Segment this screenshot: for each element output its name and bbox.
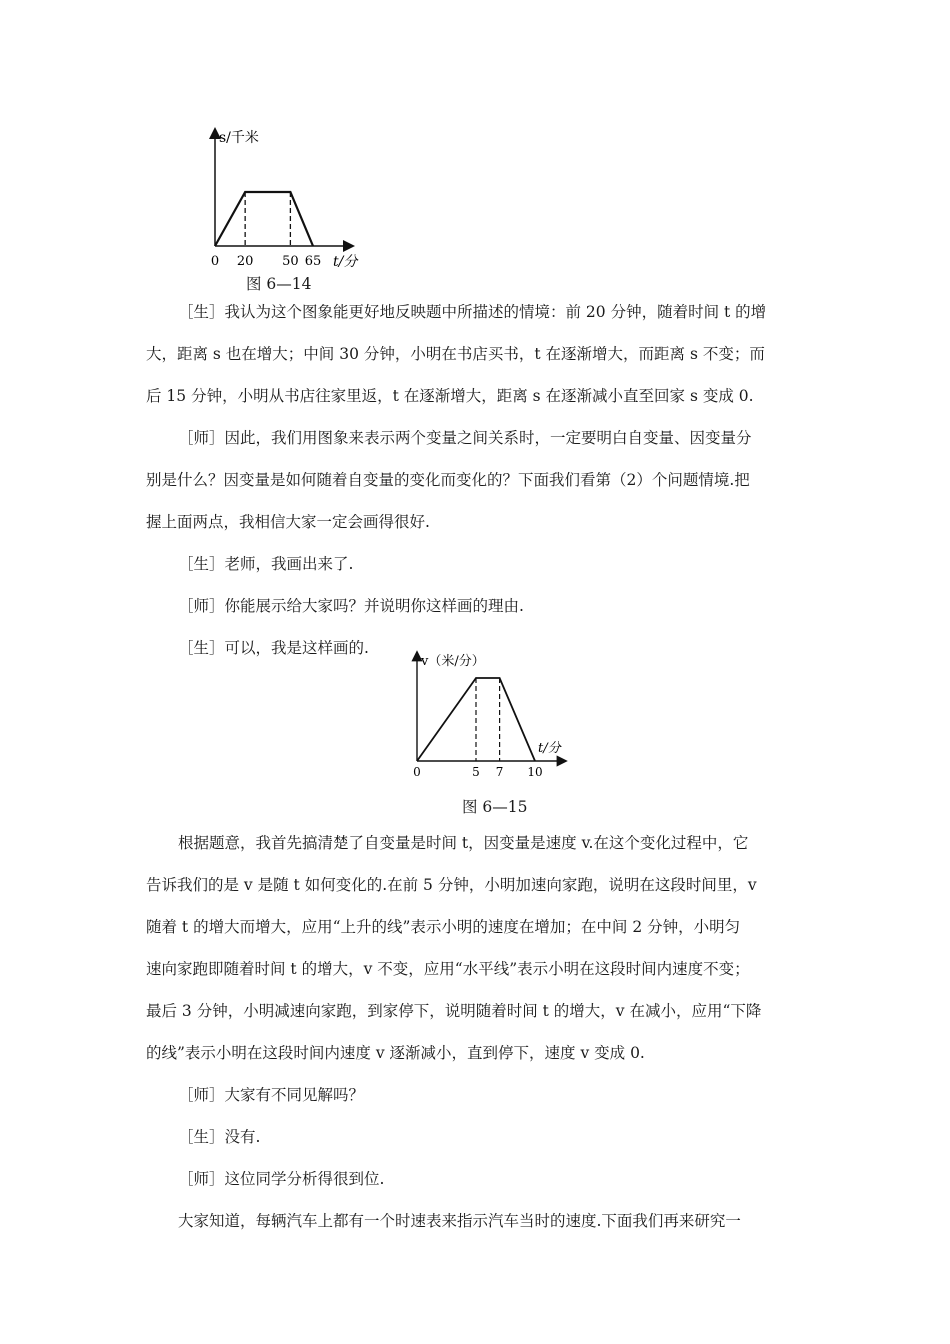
para2-line3: 握上面两点，我相信大家一定会画得很好. [146,513,430,531]
para2-line2: 别是什么？因变量是如何随着自变量的变化而变化的？下面我们看第（2）个问题情境.把 [146,471,750,489]
series-line [215,192,313,246]
para1-line3: 后 15 分钟，小明从书店往家里返，t 在逐渐增大，距离 s 在逐渐减小直至回家 s 变成 0. [146,387,754,405]
dialog-line-e: ［生］没有. [178,1128,261,1146]
figure-6-14-caption: 图 6—14 [246,275,312,293]
dialog-line-a: ［生］老师，我画出来了. [178,555,354,573]
para3-line4: 速向家跑即随着时间 t 的增大，v 不变，应用“水平线”表示小明在这段时间内速度不变； [146,960,750,978]
tick-label-50: 50 [282,254,299,269]
tick-label-5: 5 [472,765,480,779]
tick-label-0: 0 [413,765,421,779]
para2-line1: ［师］因此，我们用图象来表示两个变量之间关系时，一定要明白自变量、因变量分 [178,429,752,447]
para3-line6: 的线”表示小明在这段时间内速度 v 逐渐减小，直到停下，速度 v 变成 0. [146,1044,645,1062]
para3-line3: 随着 t 的增大而增大，应用“上升的线”表示小明的速度在增加；在中间 2 分钟，小明匀 [146,918,741,936]
para3-line5: 最后 3 分钟，小明减速向家跑，到家停下，说明随着时间 t 的增大，v 在减小，应用“下降 [146,1002,762,1020]
figure-6-15 [395,645,585,785]
para3-line2: 告诉我们的是 v 是随 t 如何变化的.在前 5 分钟，小明加速向家跑，说明在这段时间里，v [146,876,757,894]
figure-6-15-caption: 图 6—15 [462,798,528,816]
dialog-line-d: ［师］大家有不同见解吗？ [178,1086,365,1104]
y-axis-label: s/千米 [219,130,259,146]
x-axis-label: t/分 [333,254,358,270]
dialog-line-f: ［师］这位同学分析得很到位. [178,1170,385,1188]
dialog-line-b: ［师］你能展示给大家吗？并说明你这样画的理由. [178,597,524,615]
para1-line1: ［生］我认为这个图象能更好地反映题中所描述的情境：前 20 分钟，随着时间 t 的增 [178,303,767,321]
closing-line: 大家知道，每辆汽车上都有一个时速表来指示汽车当时的速度.下面我们再来研究一 [178,1212,741,1230]
tick-label-20: 20 [236,254,254,269]
tick-label-65: 65 [304,254,322,269]
y-axis-label: v（米/分） [421,654,485,669]
para3-line1: 根据题意，我首先搞清楚了自变量是时间 t，因变量是速度 v.在这个变化过程中，它 [178,834,749,852]
x-axis-label: t/分 [538,741,561,756]
tick-label-7: 7 [495,765,504,779]
tick-label-10: 10 [527,765,543,779]
tick-label-0: 0 [210,254,220,269]
dialog-line-c: ［生］可以，我是这样画的. [178,639,369,657]
figure-6-15-chart [395,645,585,785]
para1-line2: 大，距离 s 也在增大；中间 30 分钟，小明在书店买书，t 在逐渐增大，而距离 s 不变；而 [146,345,765,363]
